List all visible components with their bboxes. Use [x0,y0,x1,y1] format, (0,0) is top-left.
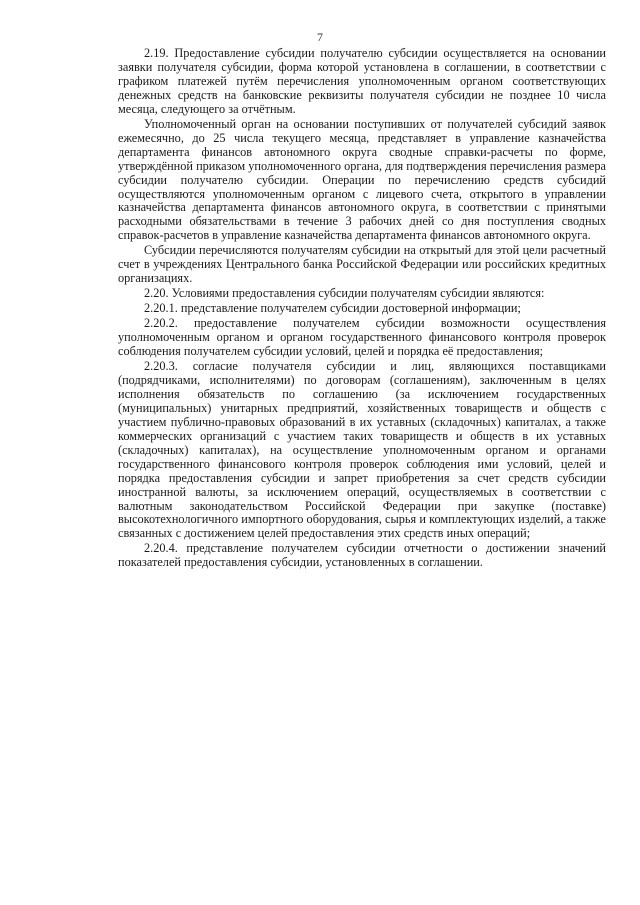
paragraph-2-20-4: 2.20.4. представление получателем субсидии отчетности о достижении значений показателей предоставления субсидии, установленных в соглашении. [118,541,606,570]
paragraph-2-20-3: 2.20.3. согласие получателя субсидии и лиц, являющихся поставщиками (подрядчиками, исполнителями) по договорам (соглашениям), заключенным в целях исполнения обязательств по соглашению (за исключением государственных (муниципальных) унитарных предприятий, хозяйственных товариществ и обществ с участием публично-правовых образований в их уставных (складочных) капиталах, а также коммерческих организаций с участием таких товариществ и обществ в их уставных (складочных) капиталах), на осуществление уполномоченным органом и органами государственного финансового контроля проверок соблюдения ими условий, целей и порядка предоставления субсидии и запрет приобретения за счет средств субсидии иностранной валюты, за исключением операций, осуществляемых в соответствии с валютным законодательством Российской Федерации при закупке (поставке) высокотехнологичного импортного оборудования, сырья и комплектующих изделий, а также связанных с достижением целей предоставления этих средств иных операций; [118,358,606,541]
paragraph-2-20: 2.20. Условиями предоставления субсидии получателям субсидии являются: [144,286,545,301]
paragraph-subsidy-transfer: Субсидии перечисляются получателям субсидии на открытый для этой цели расчетный счет в учреждениях Центрального банка Российской Федерации или российских кредитных организациях. [118,243,606,286]
paragraph-2-19: 2.19. Предоставление субсидии получателю субсидии осуществляется на основании заявки получателя субсидии, форма которой установлена в соглашении, в соответствии с графиком платежей путём перечисления уполномоченным органом соответствующих денежных средств на банковские реквизиты получателя субсидии не позднее 10 числа месяца, следующего за отчётным. [118,46,606,116]
paragraph-authorized-body: Уполномоченный орган на основании поступивших от получателей субсидий заявок ежемесячно, до 25 числа текущего месяца, представляет в управление казначейства департамента финансов автономного округа сводные справки-расчеты по форме, утверждённой приказом уполномоченного органа, для подтверждения перечисления размера субсидии получателю субсидии. Операции по перечислению средств субсидий осуществляются уполномоченным органом с лицевого счета, открытого в управлении казначейства департамента финансов автономного округа, в соответствии с принятыми расходными обязательствами в течение 3 рабочих дней со дня поступления сводных справок-расчетов в управление казначейства департамента финансов автономного округа. [118,116,606,243]
paragraph-2-20-1: 2.20.1. представление получателем субсидии достоверной информации; [144,301,521,316]
page-number: 7 [317,30,323,44]
document-body [118,47,606,570]
paragraph-2-20-2: 2.20.2. предоставление получателем субсидии возможности осуществления уполномоченным органом и органом государственного финансового контроля проверок соблюдения получателем субсидии условий, целей и порядка её предоставления; [118,316,606,359]
